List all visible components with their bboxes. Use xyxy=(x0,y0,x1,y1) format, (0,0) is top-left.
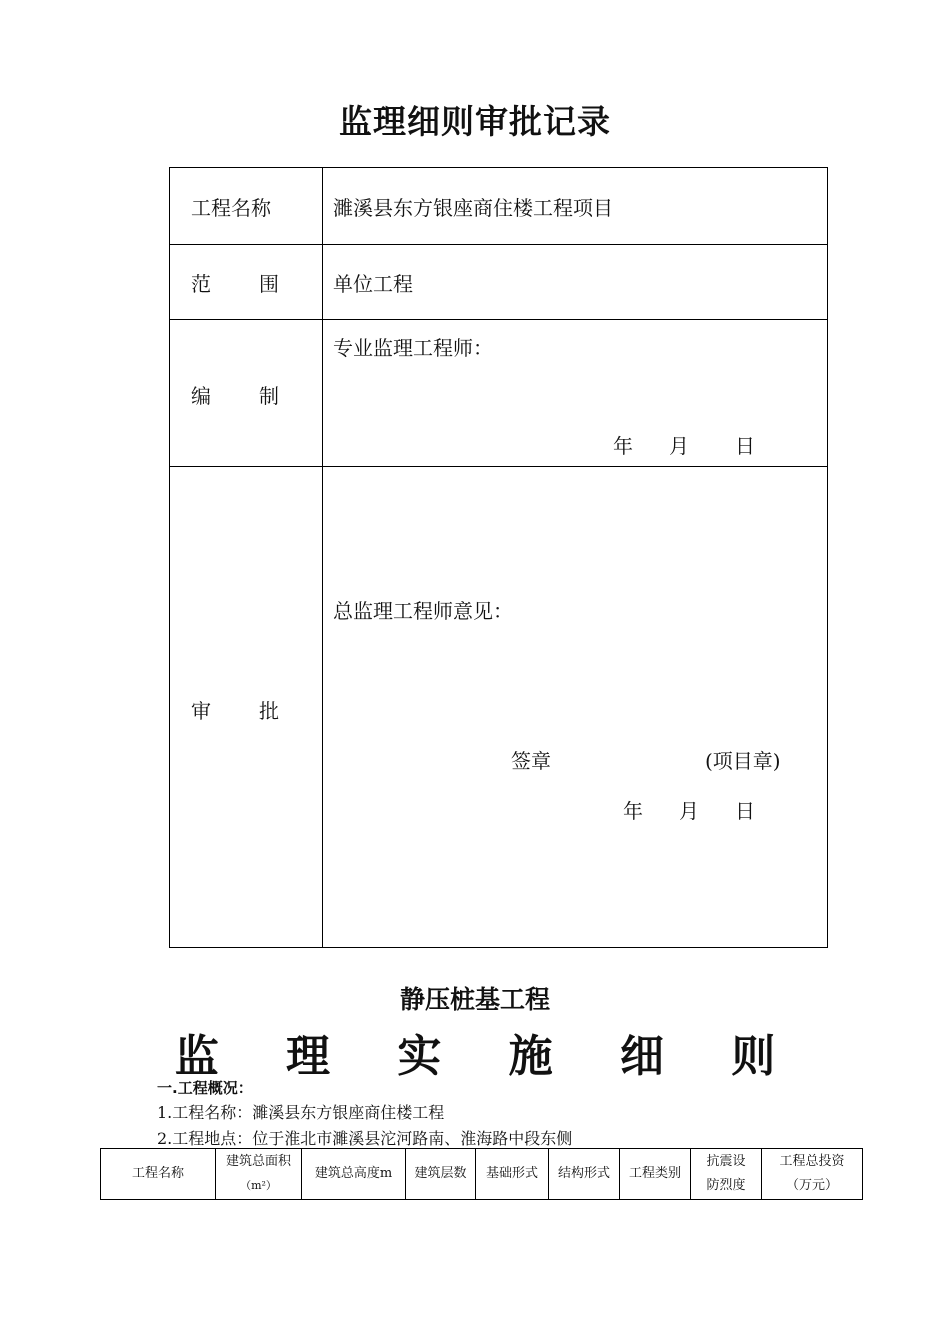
row-approve xyxy=(170,467,828,948)
header-cell: 建筑总面积 （m²） xyxy=(216,1149,302,1200)
project-name-line: 1.工程名称：濉溪县东方银座商住楼工程 xyxy=(157,1103,445,1122)
approve-label-char: 批 xyxy=(259,699,279,723)
header-cell: 工程总投资 （万元） xyxy=(762,1149,863,1200)
project-location-line: 2.工程地点：位于淮北市濉溪县沱河路南、淮海路中段东侧 xyxy=(157,1129,573,1148)
date-day: 日 xyxy=(735,434,755,458)
scope-label-char: 围 xyxy=(259,272,279,296)
row-scope xyxy=(170,245,828,320)
engineer-label: 专业监理工程师： xyxy=(333,336,493,360)
chief-opinion-label: 总监理工程师意见： xyxy=(333,599,513,623)
header-cell: 基础形式 xyxy=(476,1149,549,1200)
section-heading: 一.工程概况： xyxy=(157,1079,253,1097)
scope-label xyxy=(191,268,279,297)
date-month: 月 xyxy=(679,799,699,823)
scope-value: 单位工程 xyxy=(333,272,413,296)
compile-label xyxy=(191,380,279,409)
detail-subtitle: 静压桩基工程 xyxy=(399,985,550,1014)
seal-note: (项目章) xyxy=(705,749,781,773)
compile-label-char: 制 xyxy=(259,384,279,408)
approve-label-char: 审 xyxy=(191,699,211,723)
project-name-value: 濉溪县东方银座商住楼工程项目 xyxy=(333,196,613,220)
project-name-label: 工程名称 xyxy=(191,196,271,220)
approval-table xyxy=(169,167,828,948)
header-cell: 工程名称 xyxy=(101,1149,216,1200)
seal-label: 签章 xyxy=(511,749,551,773)
date-year: 年 xyxy=(613,434,633,458)
header-cell: 建筑总高度m xyxy=(302,1149,406,1200)
header-cell: 建筑层数 xyxy=(406,1149,476,1200)
date-year: 年 xyxy=(623,799,643,823)
header-cell: 抗震设 防烈度 xyxy=(691,1149,762,1200)
approve-label xyxy=(191,695,279,724)
detail-title: 监 理 实 施 细 则 xyxy=(174,1031,802,1082)
date-month: 月 xyxy=(669,434,689,458)
approval-record-title: 监理细则审批记录 xyxy=(339,102,611,141)
compile-label-char: 编 xyxy=(191,384,211,408)
compile-date xyxy=(613,430,755,459)
overview-table xyxy=(100,1148,863,1200)
scope-label-char: 范 xyxy=(191,272,211,296)
date-day: 日 xyxy=(735,799,755,823)
row-project-name xyxy=(170,168,828,245)
approve-date xyxy=(623,795,755,824)
header-cell: 工程类别 xyxy=(620,1149,691,1200)
row-compile xyxy=(170,320,828,467)
overview-header-row xyxy=(101,1149,863,1200)
header-cell: 结构形式 xyxy=(549,1149,620,1200)
